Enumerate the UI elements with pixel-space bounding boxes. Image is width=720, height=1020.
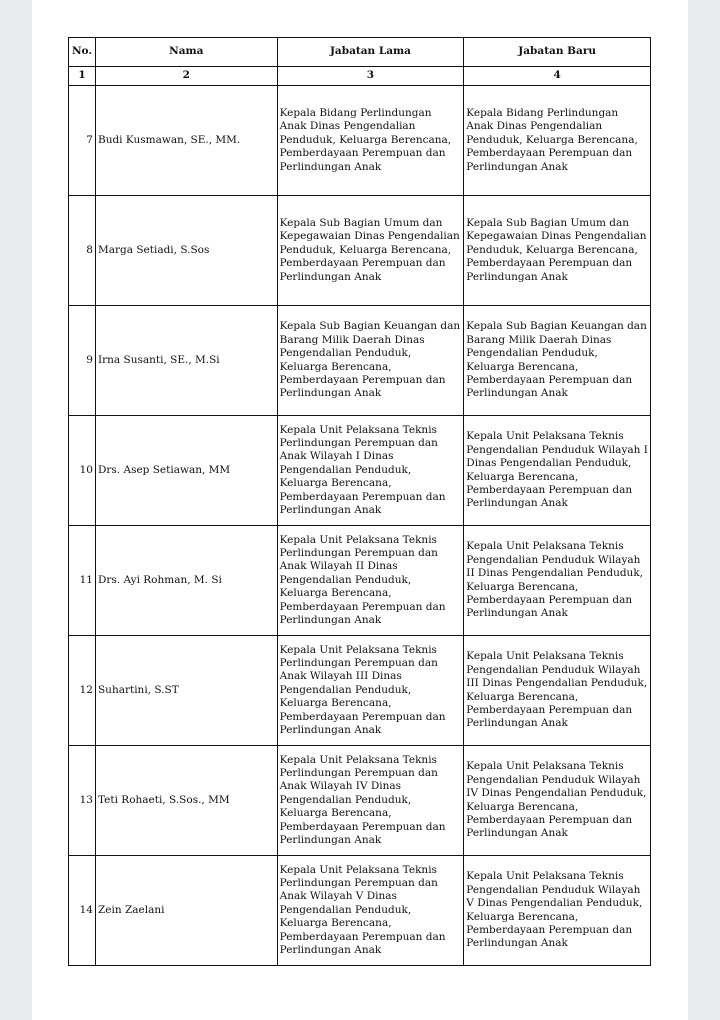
table-row (69, 636, 651, 746)
header-jabatan-lama: Jabatan Lama (277, 38, 464, 67)
old-position: Kepala Sub Bagian Keuangan dan Barang Milik Daerah Dinas Pengendalian Penduduk, Keluarga Berencana, Pemberdayaan Perempuan dan Perlindungan Anak (277, 306, 464, 416)
header-jabatan-baru: Jabatan Baru (464, 38, 651, 67)
table-row (69, 526, 651, 636)
row-number: 11 (69, 526, 96, 636)
new-position: Kepala Unit Pelaksana Teknis Pengendalian Penduduk Wilayah V Dinas Pengendalian Penduduk, Keluarga Berencana, Pemberdayaan Perempuan dan Perlindungan Anak (464, 856, 651, 966)
new-position: Kepala Sub Bagian Keuangan dan Barang Milik Daerah Dinas Pengendalian Penduduk, Keluarga Berencana, Pemberdayaan Perempuan dan Perlindungan Anak (464, 306, 651, 416)
column-number: 4 (464, 67, 651, 86)
table-row (69, 306, 651, 416)
table-row (69, 416, 651, 526)
row-number: 7 (69, 86, 96, 196)
row-number: 14 (69, 856, 96, 966)
employee-name: Teti Rohaeti, S.Sos., MM (95, 746, 277, 856)
row-number: 12 (69, 636, 96, 746)
old-position: Kepala Unit Pelaksana Teknis Perlindungan Perempuan dan Anak Wilayah III Dinas Pengendalian Penduduk, Keluarga Berencana, Pemberdayaan Perempuan dan Perlindungan Anak (277, 636, 464, 746)
new-position: Kepala Sub Bagian Umum dan Kepegawaian Dinas Pengendalian Penduduk, Keluarga Berencana, Pemberdayaan Perempuan dan Perlindungan Anak (464, 196, 651, 306)
employee-name: Irna Susanti, SE., M.Si (95, 306, 277, 416)
jabatan-table (68, 37, 651, 966)
old-position: Kepala Unit Pelaksana Teknis Perlindungan Perempuan dan Anak Wilayah I Dinas Pengendalian Penduduk, Keluarga Berencana, Pemberdayaan Perempuan dan Perlindungan Anak (277, 416, 464, 526)
column-number-row (69, 67, 651, 86)
employee-name: Suhartini, S.ST (95, 636, 277, 746)
employee-name: Budi Kusmawan, SE., MM. (95, 86, 277, 196)
old-position: Kepala Unit Pelaksana Teknis Perlindungan Perempuan dan Anak Wilayah IV Dinas Pengendalian Penduduk, Keluarga Berencana, Pemberdayaan Perempuan dan Perlindungan Anak (277, 746, 464, 856)
document-page (32, 0, 688, 1020)
header-no: No. (69, 38, 96, 67)
old-position: Kepala Unit Pelaksana Teknis Perlindungan Perempuan dan Anak Wilayah II Dinas Pengendalian Penduduk, Keluarga Berencana, Pemberdayaan Perempuan dan Perlindungan Anak (277, 526, 464, 636)
column-number: 2 (95, 67, 277, 86)
new-position: Kepala Unit Pelaksana Teknis Pengendalian Penduduk Wilayah II Dinas Pengendalian Penduduk, Keluarga Berencana, Pemberdayaan Perempuan dan Perlindungan Anak (464, 526, 651, 636)
new-position: Kepala Unit Pelaksana Teknis Pengendalian Penduduk Wilayah I Dinas Pengendalian Penduduk, Keluarga Berencana, Pemberdayaan Perempuan dan Perlindungan Anak (464, 416, 651, 526)
table-row (69, 196, 651, 306)
new-position: Kepala Unit Pelaksana Teknis Pengendalian Penduduk Wilayah IV Dinas Pengendalian Penduduk, Keluarga Berencana, Pemberdayaan Perempuan dan Perlindungan Anak (464, 746, 651, 856)
table-row (69, 746, 651, 856)
table-row (69, 86, 651, 196)
employee-name: Zein Zaelani (95, 856, 277, 966)
column-number: 1 (69, 67, 96, 86)
row-number: 13 (69, 746, 96, 856)
table-header-row (69, 38, 651, 67)
row-number: 9 (69, 306, 96, 416)
table-row (69, 856, 651, 966)
old-position: Kepala Sub Bagian Umum dan Kepegawaian Dinas Pengendalian Penduduk, Keluarga Berencana, Pemberdayaan Perempuan dan Perlindungan Anak (277, 196, 464, 306)
old-position: Kepala Bidang Perlindungan Anak Dinas Pengendalian Penduduk, Keluarga Berencana, Pemberdayaan Perempuan dan Perlindungan Anak (277, 86, 464, 196)
new-position: Kepala Bidang Perlindungan Anak Dinas Pengendalian Penduduk, Keluarga Berencana, Pemberdayaan Perempuan dan Perlindungan Anak (464, 86, 651, 196)
header-nama: Nama (95, 38, 277, 67)
employee-name: Drs. Ayi Rohman, M. Si (95, 526, 277, 636)
old-position: Kepala Unit Pelaksana Teknis Perlindungan Perempuan dan Anak Wilayah V Dinas Pengendalian Penduduk, Keluarga Berencana, Pemberdayaan Perempuan dan Perlindungan Anak (277, 856, 464, 966)
column-number: 3 (277, 67, 464, 86)
row-number: 8 (69, 196, 96, 306)
row-number: 10 (69, 416, 96, 526)
new-position: Kepala Unit Pelaksana Teknis Pengendalian Penduduk Wilayah III Dinas Pengendalian Penduduk, Keluarga Berencana, Pemberdayaan Perempuan dan Perlindungan Anak (464, 636, 651, 746)
employee-name: Drs. Asep Setiawan, MM (95, 416, 277, 526)
employee-name: Marga Setiadi, S.Sos (95, 196, 277, 306)
